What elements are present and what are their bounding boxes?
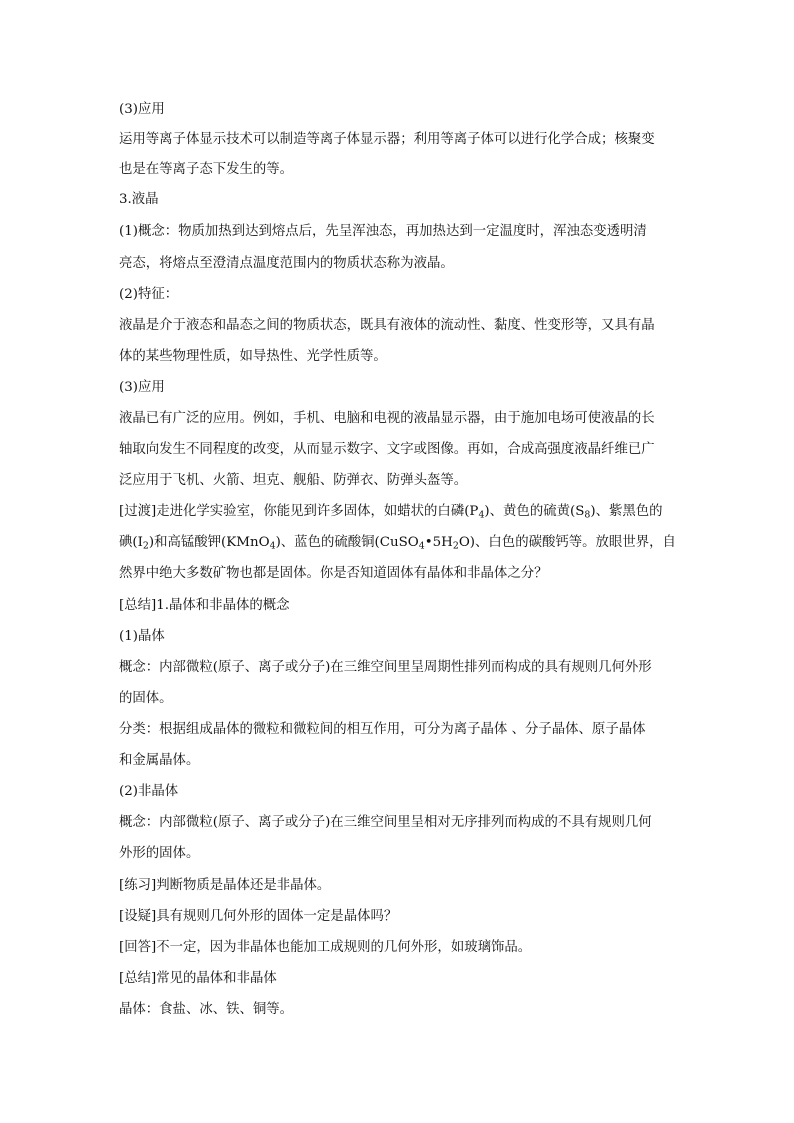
crystal-examples-line: 晶体：食盐、冰、铁、铜等。: [119, 1002, 294, 1017]
amorphous-concept-line: 概念：内部微粒(原子、离子或分子)在三维空间里呈相对无序排列而构成的不具有规则几何: [119, 815, 652, 830]
liquid-crystal-feature-line: 体的某些物理性质，如导热性、光学性质等。: [119, 349, 387, 364]
transition-line: [过渡]走进化学实验室，你能见到许多固体，如蜡状的白磷$(P_4)$、黄色的硫黄$(S_8)$、紫黑色的: [119, 504, 663, 521]
transition-line: 碘$(I_2)$和高锰酸钾(KMnO$_4$)、蓝色的硫酸铜$(CuSO_4•5H_2O)$、白色的碳酸钙等。放眼世界，自: [119, 535, 676, 552]
liquid-crystal-application-line: 轴取向发生不同程度的改变，从而显示数字、文字或图像。再如，合成高强度液晶纤维已广: [119, 442, 655, 457]
amorphous-concept-line: 外形的固体。: [119, 846, 200, 861]
heading-application-3: (3)应用: [119, 102, 165, 117]
exercise-line: [练习]判断物质是晶体还是非晶体。: [119, 878, 331, 893]
transition-line: 然界中绝大多数矿物也都是固体。你是否知道固体有晶体和非晶体之分？: [119, 566, 548, 581]
liquid-crystal-concept-line: (1)概念：物质加热到达到熔点后，先呈浑浊态，再加热达到一定温度时，浑浊态变透明清: [119, 224, 647, 239]
crystal-classification-line: 分类：根据组成晶体的微粒和微粒间的相互作用，可分为离子晶体 、分子晶体、原子晶体: [119, 722, 646, 737]
crystal-classification-line: 和金属晶体。: [119, 753, 200, 768]
plasma-application-text-line: 也是在等离子态下发生的等。: [119, 162, 294, 177]
crystal-concept-line: 概念：内部微粒(原子、离子或分子)在三维空间里呈周期性排列而构成的具有规则几何外形: [119, 660, 652, 675]
liquid-crystal-concept-line: 亮态，将熔点至澄清点温度范围内的物质状态称为液晶。: [119, 256, 454, 271]
summary-common-heading: [总结]常见的晶体和非晶体: [119, 971, 277, 986]
liquid-crystal-feature-line: 液晶是介于液态和晶态之间的物质状态，既具有液体的流动性、黏度、性变形等，又具有晶: [119, 318, 655, 333]
heading-application-3b: (3)应用: [119, 380, 165, 395]
heading-features: (2)特征：: [119, 287, 179, 302]
answer-line: [回答]不一定，因为非晶体也能加工成规则的几何外形，如玻璃饰品。: [119, 940, 532, 955]
question-line: [设疑]具有规则几何外形的固体一定是晶体吗？: [119, 909, 398, 924]
heading-amorphous: (2)非晶体: [119, 784, 179, 799]
heading-liquid-crystal: 3.液晶: [119, 192, 159, 207]
crystal-concept-line: 的固体。: [119, 691, 173, 706]
heading-crystal: (1)晶体: [119, 629, 165, 644]
liquid-crystal-application-line: 泛应用于飞机、火箭、坦克、舰船、防弹衣、防弹头盔等。: [119, 473, 468, 488]
liquid-crystal-application-line: 液晶已有广泛的应用。例如，手机、电脑和电视的液晶显示器，由于施加电场可使液晶的长: [119, 411, 655, 426]
plasma-application-text-line: 运用等离子体显示技术可以制造等离子体显示器；利用等离子体可以进行化学合成；核聚变: [119, 132, 655, 147]
summary-heading: [总结]1.晶体和非晶体的概念: [119, 598, 290, 613]
